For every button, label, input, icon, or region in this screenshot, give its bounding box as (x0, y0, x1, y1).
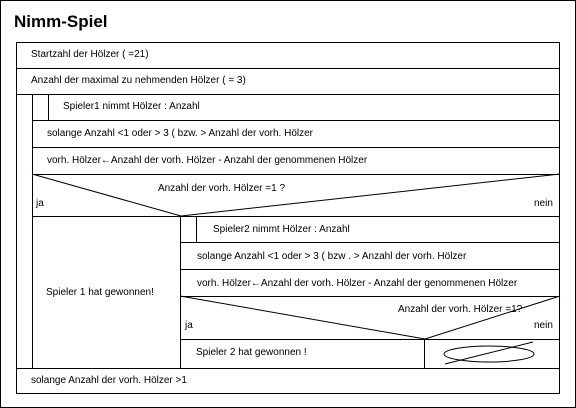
decision1-no: nein (534, 198, 553, 209)
p1-update-text: vorh. Hölzer←Anzahl der vorh. Hölzer - Anzahl der genommenen Hölzer (47, 155, 368, 166)
decision2-diag-left (180, 296, 425, 339)
empty-set-icon (444, 346, 534, 362)
outer-cond-text: solange Anzahl der vorh. Hölzer >1 (31, 375, 187, 386)
decision2-text: Anzahl der vorh. Hölzer =1? (398, 304, 523, 315)
page-title: Nimm-Spiel (14, 12, 108, 31)
decision1-diag-right (181, 174, 560, 216)
decision1-yes: ja (36, 198, 44, 209)
p2-cond-text: solange Anzahl <1 oder > 3 ( bzw . > Anzahl der vorh. Hölzer (197, 251, 467, 262)
row-max-text: Anzahl der maximal zu nehmenden Hölzer ( = 3) (31, 75, 246, 86)
decision2-diag-right (425, 296, 560, 339)
empty-set-slash (445, 342, 533, 364)
p2-take-text: Spieler2 nimmt Hölzer : Anzahl (213, 224, 350, 235)
decision2-yes: ja (185, 320, 193, 331)
p2-update-text: vorh. Hölzer←Anzahl der vorh. Hölzer - Anzahl der genommenen Hölzer (197, 278, 518, 289)
p1-take-text: Spieler1 nimmt Hölzer : Anzahl (63, 101, 200, 112)
p1-cond-text: solange Anzahl <1 oder > 3 ( bzw. > Anzahl der vorh. Hölzer (47, 128, 313, 139)
decision1-text: Anzahl der vorh. Hölzer =1 ? (158, 183, 286, 194)
decision1-diag-left (32, 174, 181, 216)
row-start-text: Startzahl der Hölzer ( =21) (31, 49, 149, 60)
p1-won-text: Spieler 1 hat gewonnen! (46, 287, 154, 298)
p2-won-text: Spieler 2 hat gewonnen ! (196, 347, 307, 358)
decision2-no: nein (534, 320, 553, 331)
